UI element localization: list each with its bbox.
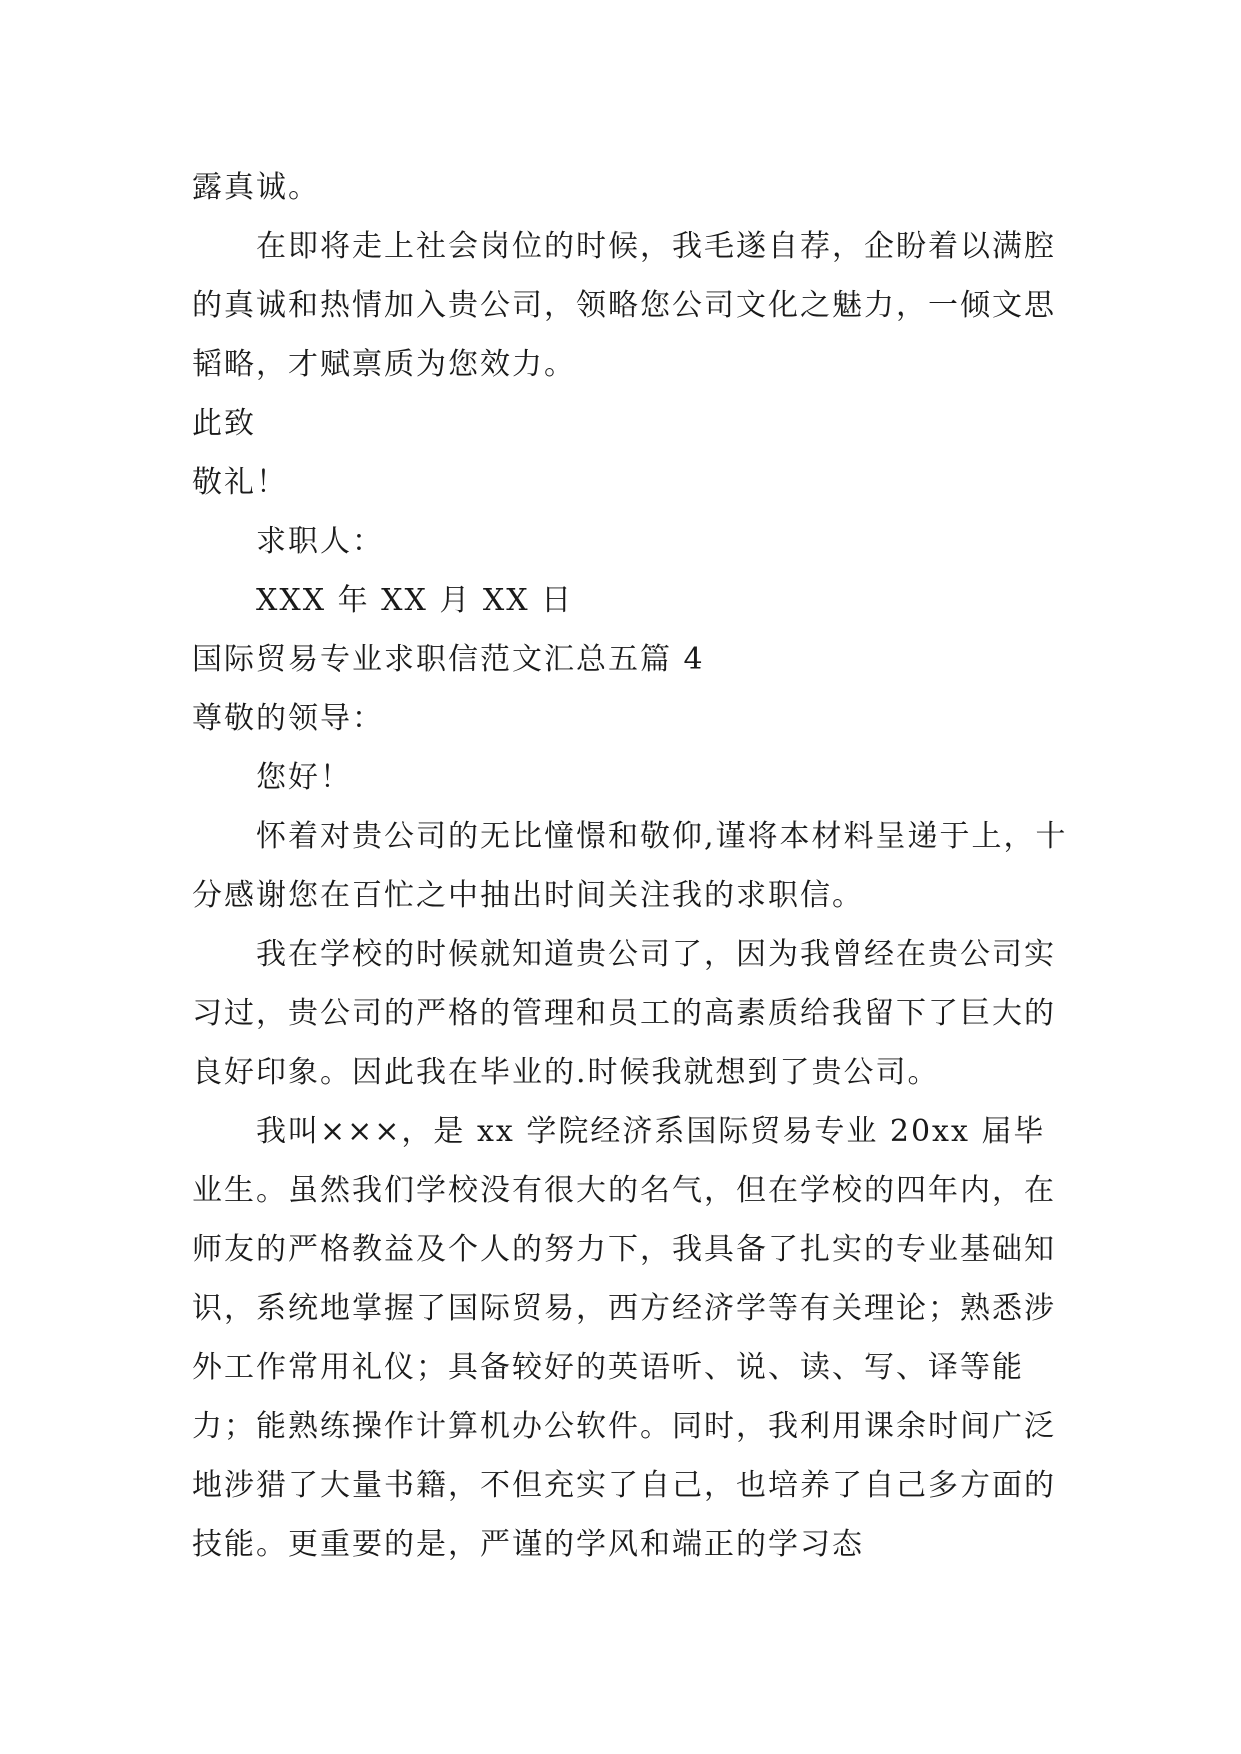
body-paragraph-2: 我在学校的时候就知道贵公司了，因为我曾经在贵公司实习过，贵公司的严格的管理和员工的高素质给我留下了巨大的良好印象。因此我在毕业的.时候我就想到了贵公司。: [192, 937, 1056, 1090]
hello-line: 您好！: [256, 760, 352, 795]
paragraph-continuation: 露真诚。: [192, 170, 320, 205]
signature-label: 求职人：: [256, 524, 384, 559]
body-paragraph-1: 怀着对贵公司的无比憧憬和敬仰,谨将本材料呈递于上，十分感谢您在百忙之中抽出时间关注我的求职信。: [192, 819, 1068, 913]
signature-date: XXX 年 XX 月 XX 日: [256, 583, 574, 618]
salutation-line-1: 此致: [192, 406, 256, 441]
paragraph-closing-wish: 在即将走上社会岗位的时候，我毛遂自荐，企盼着以满腔的真诚和热情加入贵公司，领略您公司文化之魅力，一倾文思韬略，才赋禀质为您效力。: [192, 229, 1056, 382]
salutation-line-2: 敬礼！: [192, 465, 288, 500]
section-title: 国际贸易专业求职信范文汇总五篇 4: [192, 642, 705, 677]
document-text: [192, 158, 1072, 1574]
body-paragraph-3: 我叫×××，是 xx 学院经济系国际贸易专业 20xx 届毕业生。虽然我们学校没有很大的名气，但在学校的四年内，在师友的严格教益及个人的努力下，我具备了扎实的专业基础知识，系统地掌握了国际贸易，西方经济学等有关理论；熟悉涉外工作常用礼仪；具备较好的英语听、说、读、写、译等能力；能熟练操作计算机办公软件。同时，我利用课余时间广泛地涉猎了大量书籍，不但充实了自己，也培养了自己多方面的技能。更重要的是，严谨的学风和端正的学习态: [192, 1114, 1056, 1562]
greeting: 尊敬的领导：: [192, 701, 384, 736]
